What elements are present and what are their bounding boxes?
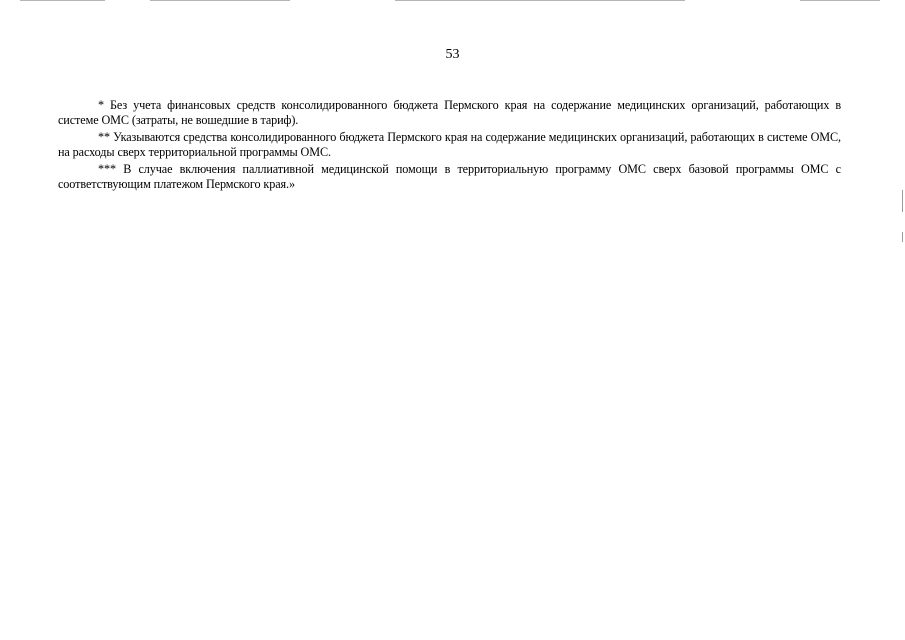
footnote-1: * Без учета финансовых средств консолидированного бюджета Пермского края на содержание медицинских организаций, работающих в системе ОМС (затраты, не вошедшие в тариф). [58,98,841,128]
footnote-3: *** В случае включения паллиативной медицинской помощи в территориальную программу ОМС сверх базовой программы ОМС с соответствующим платежом Пермского края.» [58,161,841,192]
page-number: 53 [445,47,460,62]
footnotes [58,98,841,192]
scan-artifact [902,190,903,212]
scan-artifact [395,0,685,1]
footnote-2: ** Указываются средства консолидированного бюджета Пермского края на содержание медицинских организаций, работающих в системе ОМС, на расходы сверх территориальной программы ОМС. [58,129,841,160]
scan-artifact [800,0,880,1]
scan-artifact [902,232,903,242]
scan-artifact [150,0,290,1]
scan-artifact [20,0,105,1]
